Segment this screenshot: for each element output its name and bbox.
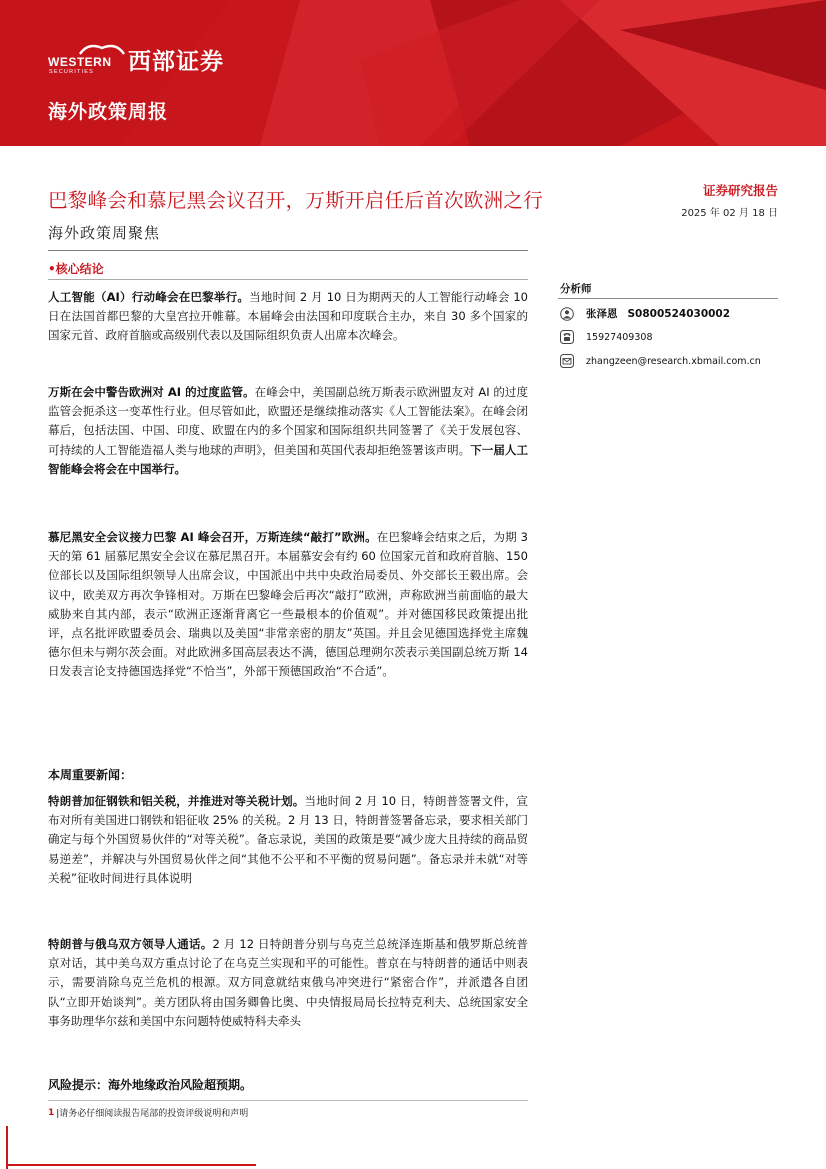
analyst-phone: 15927409308 — [586, 331, 653, 343]
series-title: 海外政策周报 — [48, 101, 169, 123]
analyst-cert-id: S0800524030002 — [627, 307, 731, 320]
footer-disclaimer: |请务必仔细阅读报告尾部的投资评级说明和声明 — [56, 1109, 249, 1119]
analyst-name: 张泽恩 — [586, 308, 618, 320]
paragraph-russia-ukraine-call — [48, 935, 528, 1031]
paragraph-text: 当地时间 2 月 10 日，特朗普签署文件，宣布对所有美国进口钢铁和铝征收 25% 的关税。2 月 13 日，特朗普签署备忘录，要求相关部门确定与每个外国贸易伙伴的“对等关税”。备忘录说，美国的政策是要“减少庞大且持续的商品贸易逆差”，并解决与外国贸易伙伴之间“其他不公平和不平衡的贸易问题”。备忘录并未就“对等关税”征收时间进行具体说明 — [48, 794, 528, 885]
paragraph-lead: 特朗普加征钢铁和铝关税，并推进对等关税计划。 — [48, 794, 305, 808]
phone-icon — [560, 330, 574, 344]
risk-label: 风险提示： — [48, 1078, 109, 1092]
paragraph-munich-conference — [48, 528, 528, 682]
paragraph-lead: 人工智能（AI）行动峰会在巴黎举行。 — [48, 290, 250, 304]
section-divider — [48, 279, 528, 280]
footer-divider — [48, 1100, 528, 1101]
risk-warning — [48, 1076, 252, 1093]
person-icon — [560, 307, 574, 321]
paragraph-lead: 慕尼黑安全会议接力巴黎 AI 峰会召开，万斯连续“敲打”欧洲。 — [48, 530, 377, 544]
paragraph-vance-warning — [48, 383, 528, 479]
report-title: 巴黎峰会和慕尼黑会议召开，万斯开启任后首次欧洲之行 — [48, 189, 544, 212]
email-icon — [560, 354, 574, 368]
report-date: 2025 年 02 月 18 日 — [681, 208, 778, 219]
analyst-row — [560, 306, 730, 321]
corner-accent-vertical — [6, 1126, 8, 1169]
page-number: 1 — [48, 1107, 55, 1118]
analyst-label: 分析师 — [560, 283, 592, 295]
weekly-news-heading: 本周重要新闻： — [48, 768, 133, 782]
footer — [48, 1106, 248, 1119]
paragraph-text: 在巴黎峰会结束之后，为期 3 天的第 61 届慕尼黑安全会议在慕尼黑召开。本届慕安会有约 60 位国家元首和政府首脑、150 位部长以及国际组织领导人出席会议，中国派出中共中央政治局委员、外交部长王毅出席。会议中，欧美双方再次争锋相对。万斯在巴黎峰会后再次“敲打”欧洲，声称欧洲当前面临的最大威胁来自其内部，表示“欧洲正逐渐背离它一些最根本的价值观”。并对德国移民政策提出批评，点名批评欧盟委员会、瑞典以及美国“非常亲密的朋友”英国。并且会见德国选择党主席魏德尔但未与朔尔茨会面。对此欧洲多国高层表达不满，德国总理朔尔茨表示美国副总统万斯 14 日发表言论支持德国选择党“不恰当”，外部干预德国政治“不合适”。 — [48, 530, 528, 679]
section-label-core-conclusion: •核心结论 — [48, 262, 104, 276]
paragraph-tail: 下一届人工智能峰会将会在中国举行。 — [48, 442, 529, 476]
logo-english: WESTERN — [48, 55, 112, 69]
paragraph-tariffs — [48, 792, 528, 888]
paragraph-text: 当地时间 2 月 10 日为期两天的人工智能行动峰会 10 日在法国首都巴黎的大皇宫拉开帷幕。本届峰会由法国和印度联合主办，来自 30 多个国家的国家元首、政府首脑或高级别代表以及国际组织负责人出席本次峰会。 — [48, 290, 529, 343]
header-banner — [0, 0, 826, 146]
logo-chinese: 西部证券 — [128, 48, 224, 75]
email-row[interactable] — [560, 354, 761, 368]
analyst-divider — [558, 298, 778, 299]
company-logo — [48, 42, 224, 76]
phone-row — [560, 330, 653, 344]
logo-english-sub: SECURITIES — [49, 69, 95, 75]
paragraph-lead: 万斯在会中警告欧洲对 AI 的过度监管。 — [48, 385, 255, 399]
bull-logo-icon — [48, 42, 126, 76]
risk-text: 海外地缘政治风险超预期。 — [108, 1078, 253, 1092]
title-divider — [48, 250, 528, 251]
corner-accent-horizontal — [6, 1164, 256, 1166]
report-type: 证券研究报告 — [702, 183, 778, 198]
paragraph-lead: 特朗普与俄乌双方领导人通话。 — [48, 937, 213, 951]
paragraph-text: 2 月 12 日特朗普分别与乌克兰总统泽连斯基和俄罗斯总统普京对话，其中美乌双方重点讨论了在乌克兰实现和平的可能性。普京在与特朗普的通话中则表示，需要消除乌克兰危机的根源。双方同意就结束俄乌冲突进行“紧密合作”，并派遣各自团队“立即开始谈判”。美方团队将由国务卿鲁比奥、中央情报局局长拉特克利夫、总统国家安全事务助理华尔兹和美国中东问题特使威特科夫牵头 — [48, 937, 528, 1028]
paragraph-text: 在峰会中，美国副总统万斯表示欧洲盟友对 AI 的过度监管会扼杀这一变革性行业。但尽管如此，欧盟还是继续推动落实《人工智能法案》。在峰会闭幕后，包括法国、中国、印度、欧盟在内的多个国家和国际组织共同签署了《关于发展包容、可持续的人工智能造福人类与地球的声明》，但美国和英国代表却拒绝签署该声明。 — [48, 385, 528, 457]
analyst-email-link[interactable]: zhangzeen@research.xbmail.com.cn — [586, 355, 761, 367]
paragraph-ai-summit — [48, 288, 528, 346]
report-subtitle: 海外政策周聚焦 — [48, 224, 161, 242]
